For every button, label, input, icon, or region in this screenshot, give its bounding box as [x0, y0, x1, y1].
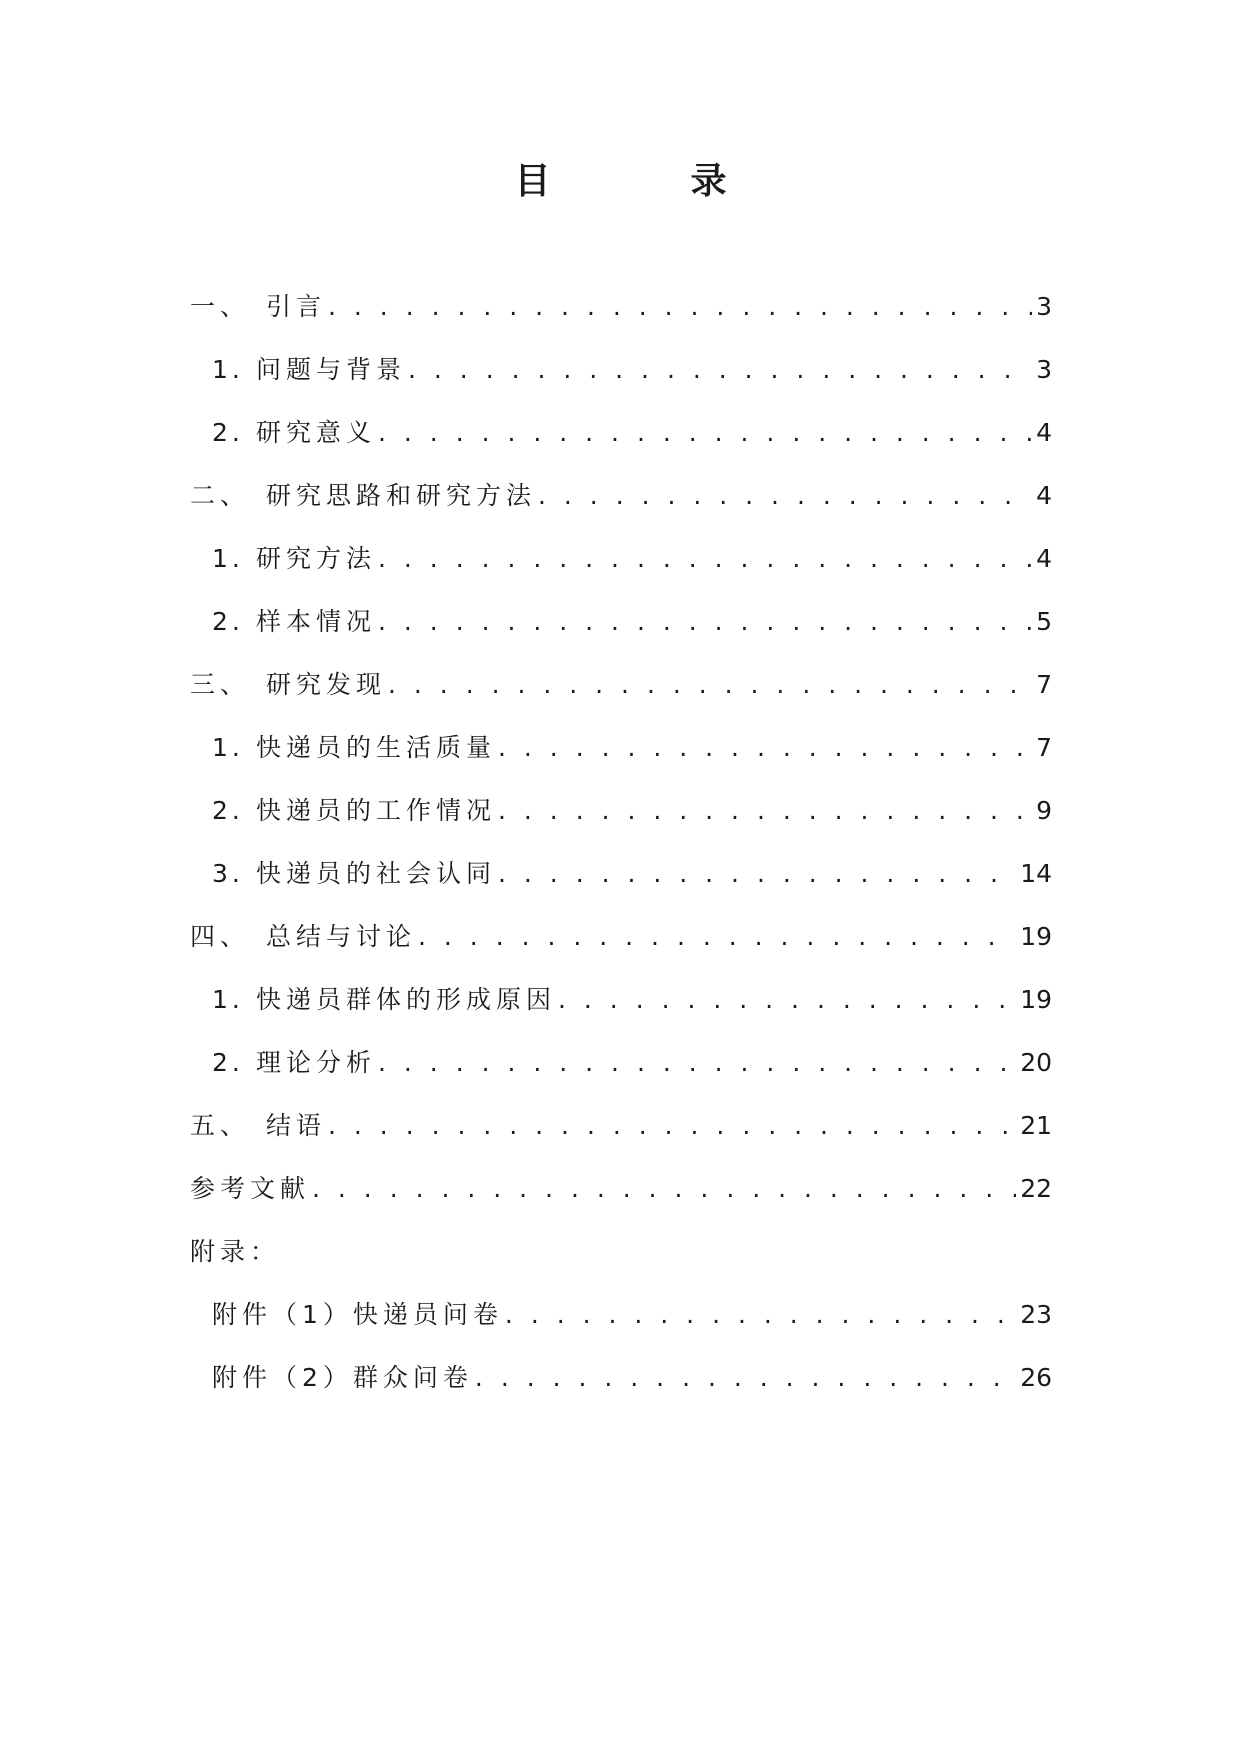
toc-label: 快递员的工作情况	[256, 796, 497, 825]
toc-label: 总结与讨论	[266, 922, 417, 951]
dot-leader	[558, 985, 1016, 1015]
toc-number: 1.	[212, 733, 244, 762]
dot-leader	[328, 1111, 1016, 1141]
toc-entry-references[interactable]	[190, 1174, 1052, 1237]
dot-leader	[475, 1363, 1016, 1393]
toc-label: 快递员群体的形成原因	[256, 985, 557, 1014]
dot-leader	[312, 1174, 1016, 1204]
dot-leader	[378, 607, 1032, 637]
toc-page-number: 7	[1036, 670, 1052, 699]
toc-number: 一、	[190, 292, 251, 321]
toc-entry-public-questionnaire[interactable]	[190, 1363, 1052, 1426]
toc-entry-quality-of-life[interactable]	[190, 733, 1052, 796]
dot-leader	[498, 859, 1016, 889]
toc-label: 研究思路和研究方法	[266, 481, 537, 510]
dot-leader	[378, 544, 1032, 574]
toc-entry-social-identity[interactable]	[190, 859, 1052, 922]
toc-label: 引言	[266, 292, 327, 321]
toc-entry-formation-causes[interactable]	[190, 985, 1052, 1048]
toc-entry-conclusion[interactable]	[190, 1111, 1052, 1174]
table-of-contents	[190, 292, 1052, 1426]
page-title: 目 录	[514, 161, 779, 202]
toc-label: 研究发现	[266, 670, 387, 699]
toc-page-number: 21	[1020, 1111, 1052, 1140]
toc-page-number: 20	[1020, 1048, 1052, 1077]
toc-entry-appendix	[190, 1237, 1052, 1300]
toc-number: 二、	[190, 481, 251, 510]
toc-page-number: 5	[1036, 607, 1052, 636]
toc-page-number: 14	[1020, 859, 1052, 888]
dot-leader	[388, 670, 1032, 700]
toc-label: 附录：	[190, 1237, 281, 1266]
dot-leader	[418, 922, 1016, 952]
toc-number: 1.	[212, 985, 244, 1014]
toc-page-number: 7	[1036, 733, 1052, 762]
toc-number: 五、	[190, 1111, 251, 1140]
toc-page-number: 3	[1036, 355, 1052, 384]
toc-number: 三、	[190, 670, 251, 699]
toc-entry-intro[interactable]	[190, 292, 1052, 355]
toc-label: 快递员的社会认同	[256, 859, 497, 888]
toc-label: 研究意义	[256, 418, 377, 447]
toc-label: 附件（2）群众问卷	[212, 1363, 473, 1392]
toc-number: 2.	[212, 796, 244, 825]
toc-page-number: 19	[1020, 985, 1052, 1014]
dot-leader	[498, 796, 1032, 826]
toc-page-number: 26	[1020, 1363, 1052, 1392]
toc-label: 快递员的生活质量	[256, 733, 497, 762]
toc-label: 研究方法	[256, 544, 377, 573]
toc-number: 2.	[212, 418, 244, 447]
toc-number: 四、	[190, 922, 251, 951]
toc-entry-research-approach[interactable]	[190, 481, 1052, 544]
toc-page-number: 4	[1036, 544, 1052, 573]
toc-entry-courier-questionnaire[interactable]	[190, 1300, 1052, 1363]
toc-page-number: 4	[1036, 418, 1052, 447]
toc-label: 结语	[266, 1111, 327, 1140]
toc-number: 2.	[212, 607, 244, 636]
dot-leader	[378, 418, 1032, 448]
toc-entry-sample[interactable]	[190, 607, 1052, 670]
toc-page-number: 23	[1020, 1300, 1052, 1329]
toc-entry-work-status[interactable]	[190, 796, 1052, 859]
toc-entry-methods[interactable]	[190, 544, 1052, 607]
toc-label: 问题与背景	[256, 355, 407, 384]
toc-page-number: 9	[1036, 796, 1052, 825]
toc-number: 1.	[212, 355, 244, 384]
toc-number: 3.	[212, 859, 244, 888]
toc-page-number: 22	[1020, 1174, 1052, 1203]
toc-entry-background[interactable]	[190, 355, 1052, 418]
toc-label: 样本情况	[256, 607, 377, 636]
toc-page-number: 3	[1036, 292, 1052, 321]
dot-leader	[505, 1300, 1016, 1330]
toc-number: 2.	[212, 1048, 244, 1077]
dot-leader	[408, 355, 1032, 385]
toc-entry-findings[interactable]	[190, 670, 1052, 733]
dot-leader	[378, 1048, 1016, 1078]
toc-page-number: 4	[1036, 481, 1052, 510]
toc-label: 参考文献	[190, 1174, 311, 1203]
dot-leader	[328, 292, 1032, 322]
dot-leader	[538, 481, 1032, 511]
toc-entry-summary[interactable]	[190, 922, 1052, 985]
toc-entry-theory[interactable]	[190, 1048, 1052, 1111]
dot-leader	[498, 733, 1032, 763]
toc-page-number: 19	[1020, 922, 1052, 951]
toc-label: 理论分析	[256, 1048, 377, 1077]
toc-label: 附件（1）快递员问卷	[212, 1300, 503, 1329]
toc-entry-significance[interactable]	[190, 418, 1052, 481]
toc-number: 1.	[212, 544, 244, 573]
